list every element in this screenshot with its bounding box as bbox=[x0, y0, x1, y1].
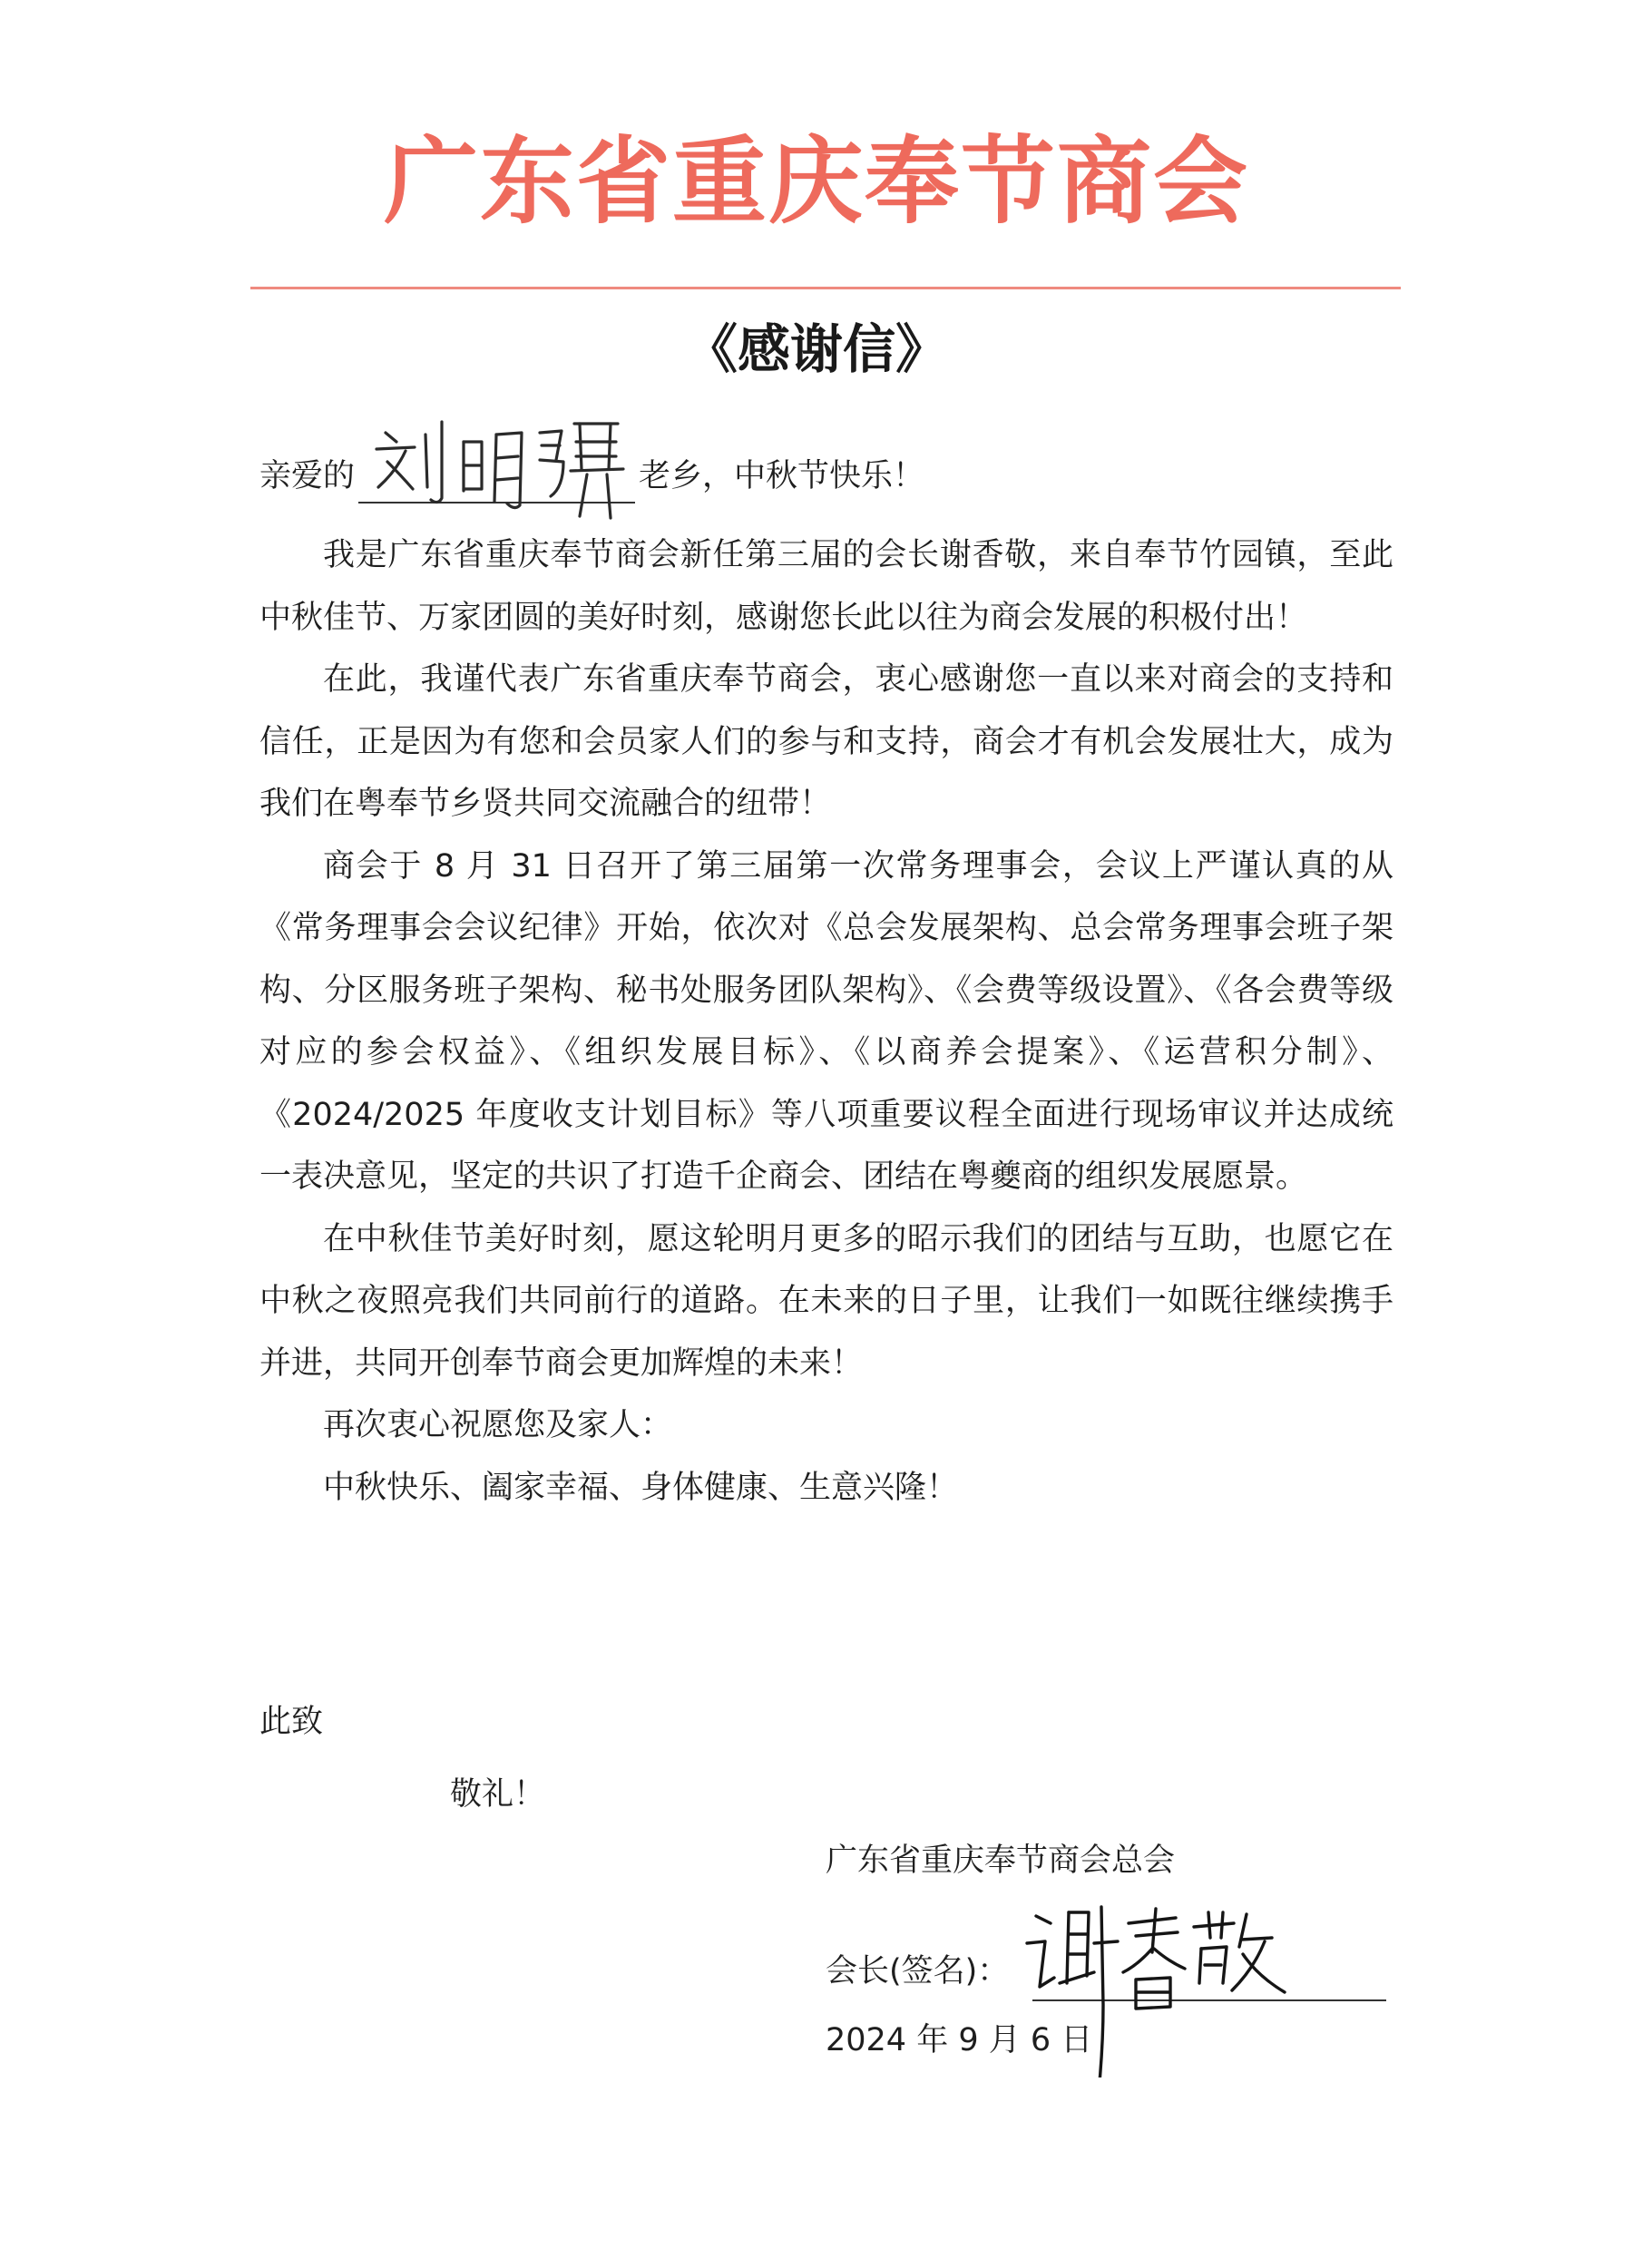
signer-signature bbox=[1016, 1896, 1288, 2077]
body-paragraph: 在此，我谨代表广东省重庆奉节商会，衷心感谢您一直以来对商会的支持和信任，正是因为有您和会员家人们的参与和支持，商会才有机会发展壮大，成为我们在粤奉节乡贤共同交流融合的纽带！ bbox=[259, 661, 1393, 822]
greeting-line bbox=[259, 451, 924, 503]
letterhead-org-name: 广东省重庆奉节商会 bbox=[383, 126, 1249, 237]
letter-title: 《感谢信》 bbox=[684, 318, 948, 380]
closing-ci-zhi: 此致 bbox=[259, 1704, 324, 1740]
letter-body bbox=[259, 524, 1393, 1519]
body-paragraph: 在中秋佳节美好时刻，愿这轮明月更多的昭示我们的团结与互助，也愿它在中秋之夜照亮我们共同前行的道路。在未来的日子里，让我们一如既往继续携手并进，共同开创奉节商会更加辉煌的未来！ bbox=[259, 1220, 1393, 1382]
body-paragraph: 我是广东省重庆奉节商会新任第三届的会长谢香敬，来自奉节竹园镇，至此中秋佳节、万家团圆的美好时刻，感谢您长此以往为商会发展的积极付出！ bbox=[259, 537, 1393, 636]
closing-jing-li: 敬礼！ bbox=[450, 1776, 546, 1813]
sender-org: 广东省重庆奉节商会总会 bbox=[826, 1843, 1176, 1879]
recipient-handwriting bbox=[369, 415, 632, 523]
signature-label: 会长(签名)： bbox=[826, 1953, 1010, 1989]
greeting-suffix: 老乡，中秋节快乐！ bbox=[639, 458, 925, 494]
blessing-intro: 再次衷心祝愿您及家人： bbox=[323, 1407, 673, 1443]
recipient-signature bbox=[358, 451, 635, 503]
body-paragraph: 商会于 8 月 31 日召开了第三届第一次常务理事会，会议上严谨认真的从《常务理事会会议纪律》开始，依次对《总会发展架构、总会常务理事会班子架构、分区服务班子架构、秘书处服务团队架构》、《会费等级设置》、《各会费等级对应的参会权益》、《组织发展目标》、《以商养会提案》、《运营积分制》、《2024/2025 年度收支计划目标》等八项重要议程全面进行现场审议并达成统一表决意见，坚定的共识了打造千企商会、团结在粤夔商的组织发展愿景。 bbox=[259, 847, 1393, 1195]
greeting-prefix: 亲爱的 bbox=[259, 458, 356, 494]
letterhead-divider bbox=[250, 287, 1401, 289]
letter-date: 2024 年 9 月 6 日 bbox=[826, 2022, 1093, 2058]
blessing-wishes: 中秋快乐、阖家幸福、身体健康、生意兴隆！ bbox=[323, 1469, 959, 1506]
